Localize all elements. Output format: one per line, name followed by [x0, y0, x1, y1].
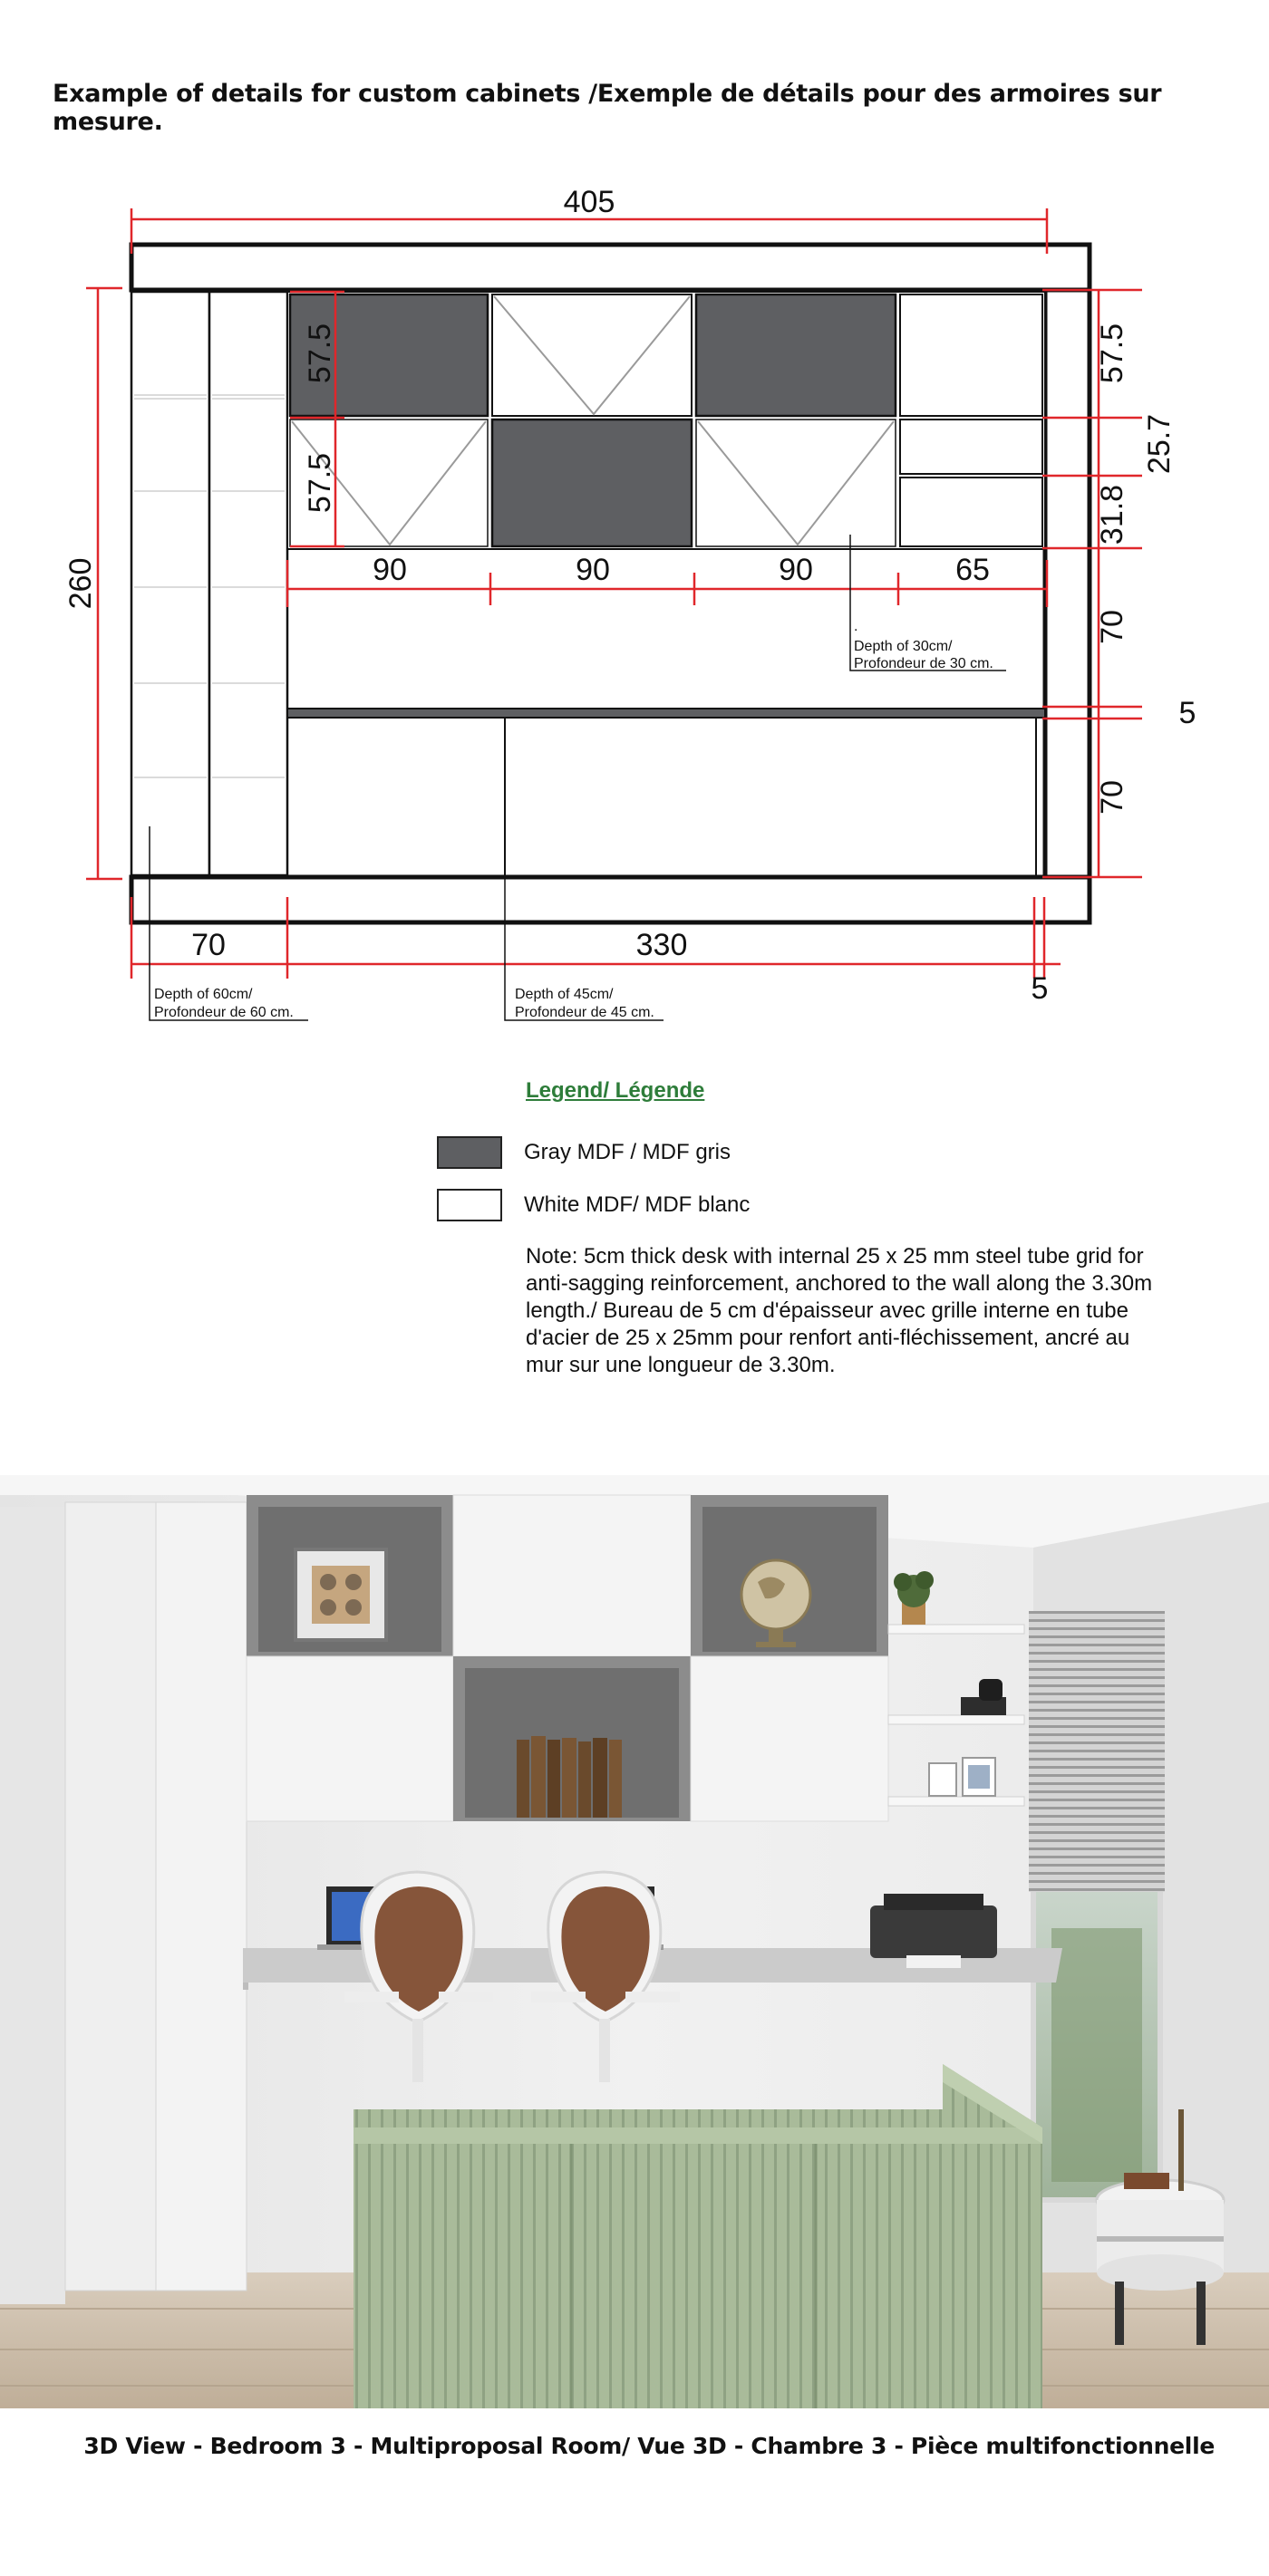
- dim-column-4: 65: [955, 553, 990, 587]
- white-mdf-swatch: [437, 1189, 502, 1221]
- legend-title: Legend/ Légende: [526, 1078, 705, 1103]
- white-door-4: [900, 294, 1042, 416]
- dim-right-lower-drawer: 31.8: [1095, 484, 1129, 545]
- dim-column-1: 90: [373, 553, 407, 587]
- dim-bottom-right: 5: [1031, 971, 1049, 1006]
- dim-right-drawer: 25.7: [1142, 413, 1177, 475]
- left-column-inner: [209, 292, 287, 875]
- dim-column-3: 90: [779, 553, 813, 587]
- window-blinds-icon: [1029, 1611, 1165, 1892]
- depth-30-note-en: Depth of 30cm/: [854, 639, 953, 654]
- dim-middle-row-left: 57.5: [303, 452, 337, 514]
- dim-right-below-desk: 70: [1095, 780, 1129, 815]
- dim-bottom-left: 70: [191, 928, 226, 962]
- gray-door-6: [492, 420, 692, 546]
- white-door-2: [492, 294, 692, 416]
- render-caption: 3D View - Bedroom 3 - Multiproposal Room/ Vue 3D - Chambre 3 - Pièce multifonctionnelle: [83, 2433, 1215, 2459]
- dim-overall-height: 260: [63, 557, 98, 610]
- gray-door-3: [696, 294, 896, 416]
- dim-right-top: 57.5: [1095, 323, 1129, 384]
- left-column-outer: [131, 292, 209, 875]
- depth-45-note-fr: Profondeur de 45 cm.: [515, 1005, 654, 1020]
- dim-bottom-middle: 330: [635, 928, 688, 962]
- desk-top: [287, 709, 1045, 718]
- depth-60-note-fr: Profondeur de 60 cm.: [154, 1005, 294, 1020]
- dim-desk-thickness: 5: [1178, 696, 1196, 730]
- desk-reinforcement-note: Note: 5cm thick desk with internal 25 x 25 mm steel tube grid for anti-sagging reinforcement, anchored to the wall along the 3.30m length./ Bureau de 5 cm d'épaisseur avec grille interne en tube d'acier de 25 x 25mm pour renfort anti-fléchissement, ancré au mur sur une longueur de 3.30m.: [526, 1244, 1153, 1377]
- legend-label-white: White MDF/ MDF blanc: [524, 1192, 751, 1217]
- page-title: Example of details for custom cabinets /Exemple de détails pour des armoires sur mesure.: [53, 80, 1162, 136]
- top-soffit-box: [131, 245, 1090, 290]
- gray-mdf-swatch: [437, 1136, 502, 1169]
- 3d-render-image: [0, 1475, 1269, 2408]
- depth-60-note-en: Depth of 60cm/: [154, 987, 253, 1002]
- drawer-lower: [900, 478, 1042, 546]
- legend-item-white: [437, 1189, 750, 1221]
- green-slatted-cabinet: [354, 2064, 1042, 2408]
- dim-column-2: 90: [576, 553, 610, 587]
- cabinet-elevation-drawing: [0, 163, 1269, 1033]
- legend-item-gray: [437, 1136, 731, 1169]
- dim-right-above-desk: 70: [1095, 610, 1129, 644]
- dim-overall-width: 405: [563, 185, 615, 219]
- white-door-7: [696, 420, 896, 546]
- bottom-plinth-box: [131, 877, 1090, 922]
- dim-upper-row-left: 57.5: [303, 323, 337, 384]
- drawer-upper: [900, 420, 1042, 474]
- printer-icon: [870, 1894, 997, 1968]
- books-icon: [517, 1736, 622, 1818]
- picture-frame-icon: [295, 1549, 386, 1640]
- picture-frame-icon: [929, 1758, 995, 1796]
- right-side-panel: [1045, 290, 1090, 877]
- legend-label-gray: Gray MDF / MDF gris: [524, 1140, 731, 1164]
- svg-text:.: .: [854, 619, 858, 634]
- depth-45-note-en: Depth of 45cm/: [515, 987, 614, 1002]
- depth-30-note-fr: Profondeur de 30 cm.: [854, 656, 993, 671]
